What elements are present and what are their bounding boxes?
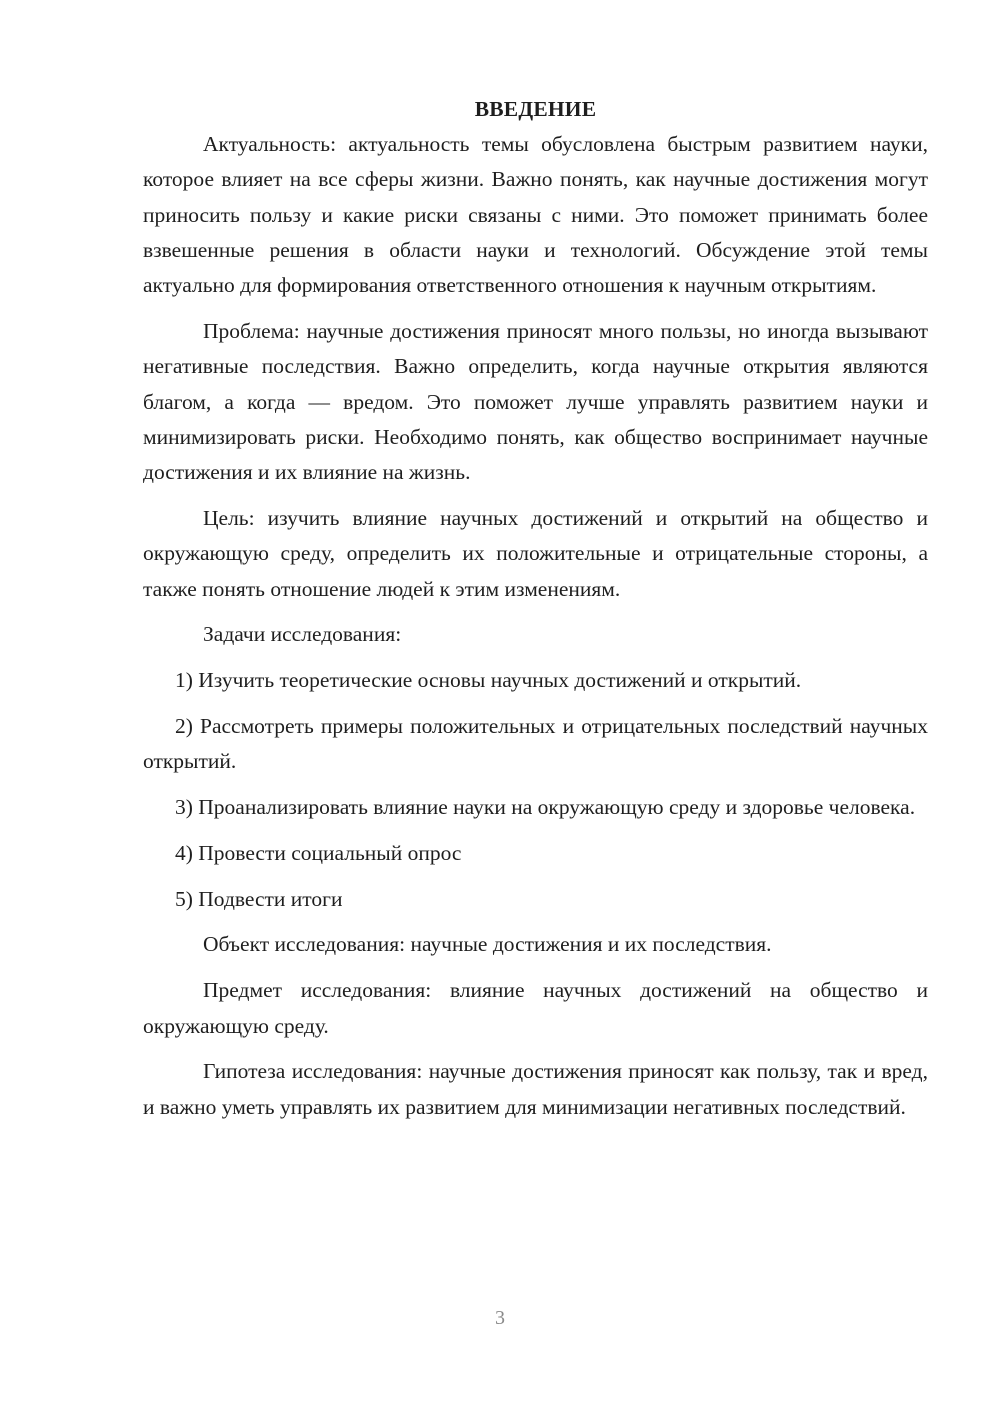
task-item-1: 1) Изучить теоретические основы научных достижений и открытий. xyxy=(175,668,802,693)
document-page xyxy=(143,92,928,1125)
task-item-5: 5) Подвести итоги xyxy=(175,886,343,911)
task-item-3: 3) Проанализировать влияние науки на окружающую среду и здоровье человека. xyxy=(175,795,916,820)
paragraph-tasks-heading: Задачи исследования: xyxy=(203,622,402,647)
paragraph-problem: Проблема: научные достижения приносят много пользы, но иногда вызывают негативные последствия. Важно определить, когда научные открытия являются благом, а когда — вредом. Это поможет лучше управлять развитием науки и минимизировать риски. Необходимо понять, как общество воспринимает научные достижения и их влияние на жизнь. xyxy=(143,318,928,485)
task-item-4: 4) Провести социальный опрос xyxy=(175,840,462,865)
paragraph-subject: Предмет исследования: влияние научных достижений на общество и окружающую среду. xyxy=(143,978,928,1038)
page-number: 3 xyxy=(495,1307,505,1329)
section-title: ВВЕДЕНИЕ xyxy=(474,97,597,121)
paragraph-goal: Цель: изучить влияние научных достижений и открытий на общество и окружающую среду, определить их положительные и отрицательные стороны, а также понять отношение людей к этим изменениям. xyxy=(143,505,928,601)
paragraph-hypothesis: Гипотеза исследования: научные достижения приносят как пользу, так и вред, и важно уметь управлять их развитием для минимизации негативных последствий. xyxy=(143,1059,928,1119)
paragraph-relevance: Актуальность: актуальность темы обусловлена быстрым развитием науки, которое влияет на все сферы жизни. Важно понять, как научные достижения могут приносить пользу и какие риски связаны с ними. Это поможет принимать более взвешенные решения в области науки и технологий. Обсуждение этой темы актуально для формирования ответственного отношения к научным открытиям. xyxy=(143,132,928,298)
task-item-2: 2) Рассмотреть примеры положительных и отрицательных последствий научных открытий. xyxy=(143,713,928,774)
paragraph-object: Объект исследования: научные достижения и их последствия. xyxy=(203,932,772,957)
